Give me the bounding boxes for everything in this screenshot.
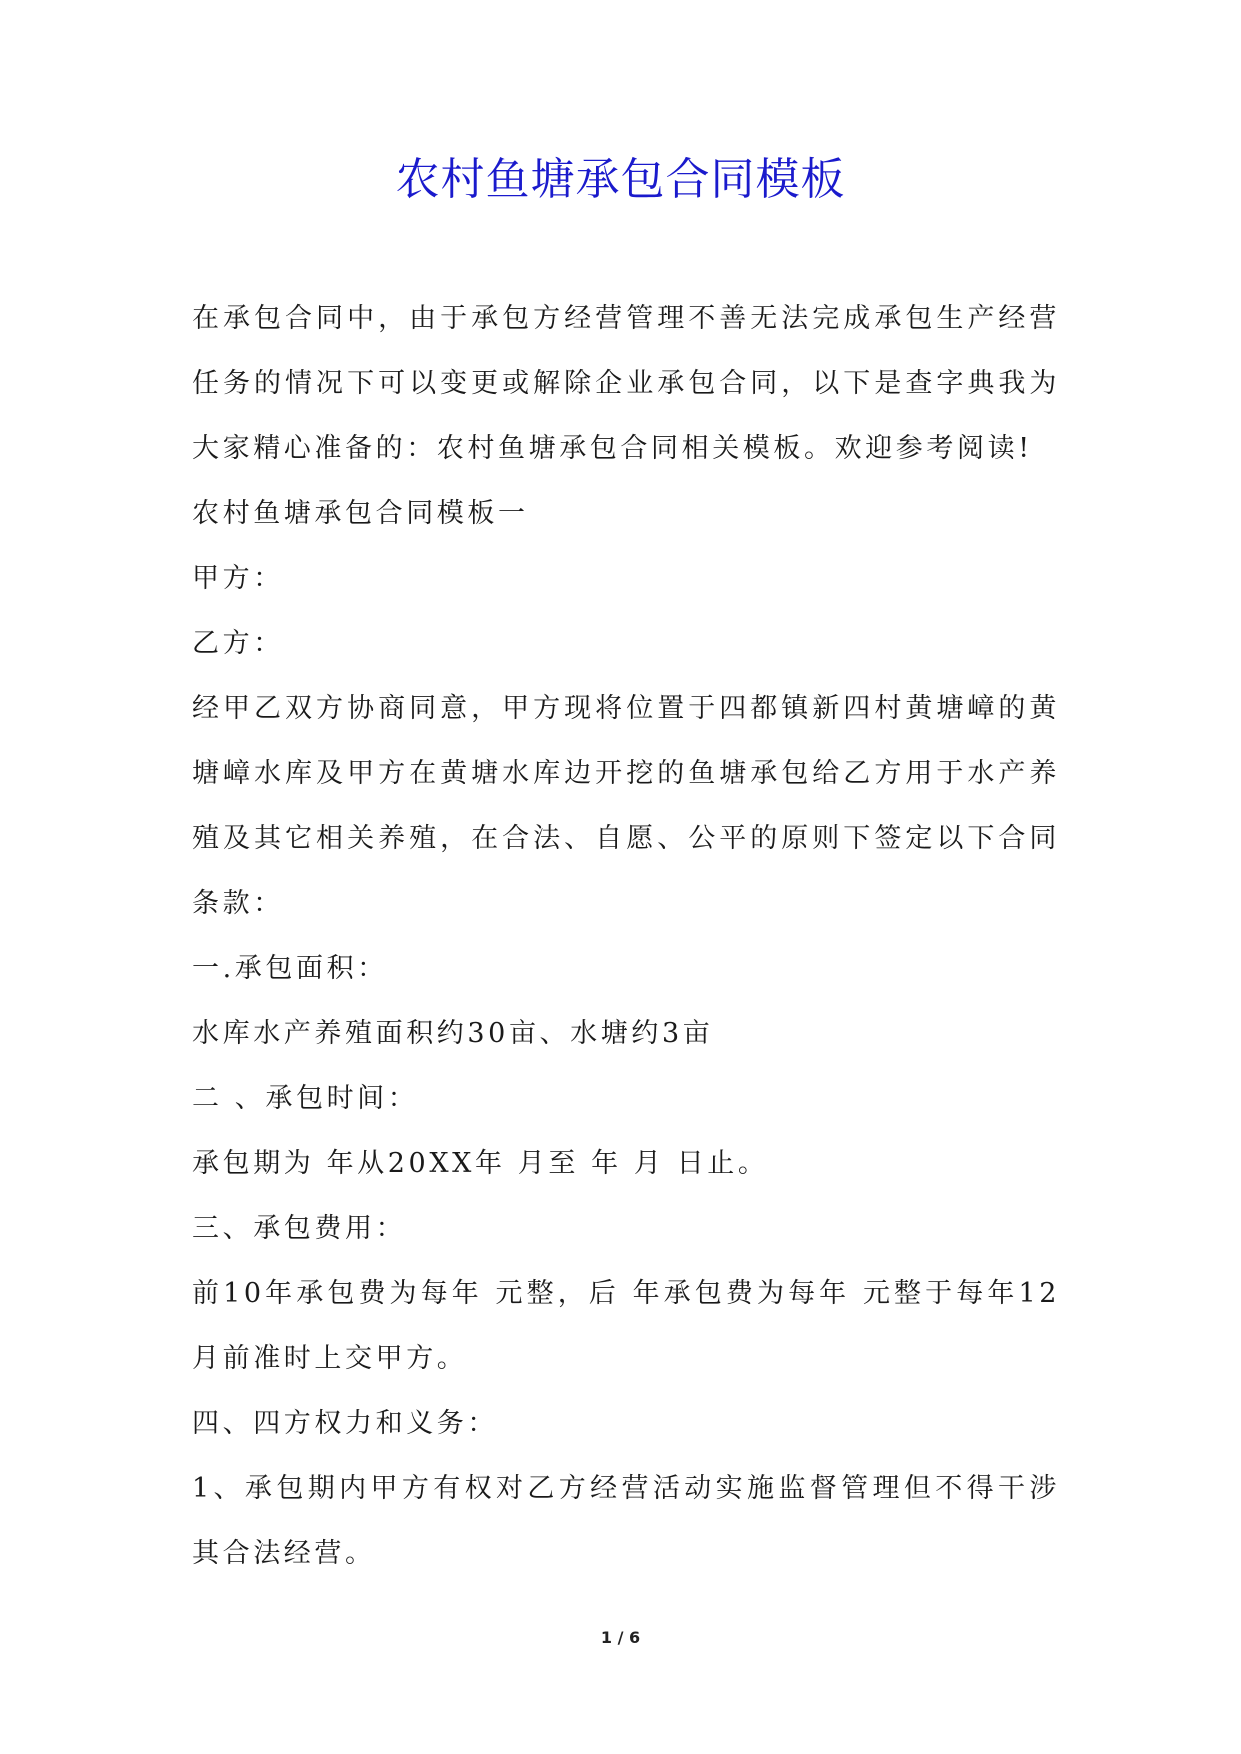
- clause-heading-area: 一.承包面积：: [192, 953, 388, 984]
- agreement-paragraph: 经甲乙双方协商同意，甲方现将位置于四都镇新四村黄塘嶂的黄塘嶂水库及甲方在黄塘水库边开挖的鱼塘承包给乙方用于水产养殖及其它相关养殖，在合法、自愿、公平的原则下签定以下合同条款：: [192, 693, 1060, 919]
- clause-heading-time: 二 、承包时间：: [192, 1083, 419, 1114]
- clause-text-time: 承包期为 年从20XX年 月至 年 月 日止。: [192, 1148, 769, 1179]
- section-heading-template-one: 农村鱼塘承包合同模板一: [192, 498, 529, 529]
- clause-text-rights-1: 1、承包期内甲方有权对乙方经营活动实施监督管理但不得干涉其合法经营。: [192, 1473, 1060, 1569]
- party-b-line: 乙方：: [192, 628, 284, 659]
- intro-paragraph: 在承包合同中，由于承包方经营管理不善无法完成承包生产经营任务的情况下可以变更或解除企业承包合同，以下是查字典我为大家精心准备的：农村鱼塘承包合同相关模板。欢迎参考阅读!: [192, 303, 1060, 464]
- clause-heading-rights: 四、四方权力和义务：: [192, 1408, 498, 1439]
- clause-text-fee: 前10年承包费为每年 元整，后 年承包费为每年 元整于每年12月前准时上交甲方。: [192, 1278, 1060, 1374]
- document-title: 农村鱼塘承包合同模板: [395, 154, 846, 205]
- page-number: 1 / 6: [600, 1628, 641, 1647]
- document-body: [192, 286, 1060, 1586]
- party-a-line: 甲方：: [192, 563, 284, 594]
- clause-heading-fee: 三、承包费用：: [192, 1213, 407, 1244]
- clause-text-area: 水库水产养殖面积约30亩、水塘约3亩: [192, 1018, 714, 1049]
